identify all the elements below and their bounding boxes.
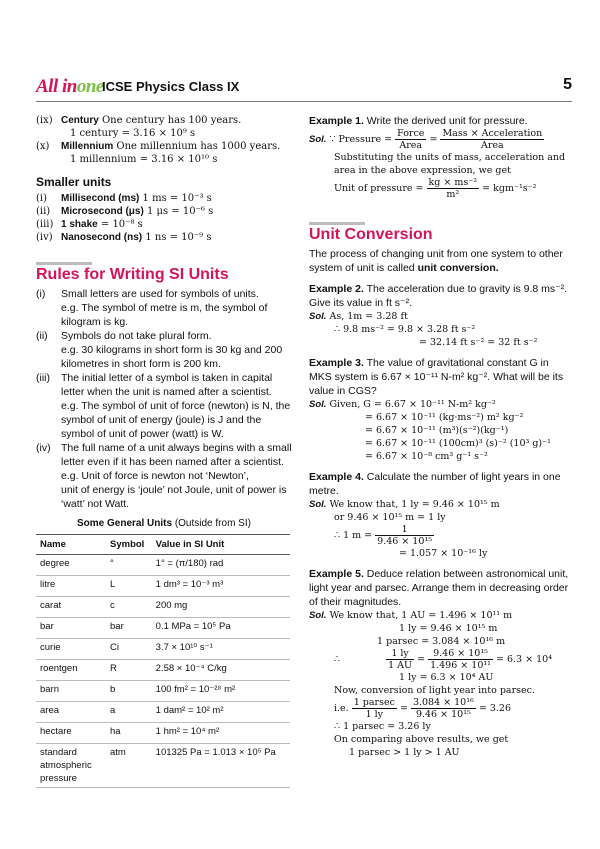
rule-example: unit of energy is ‘joule’ not Joule, unit of power is ‘watt’ not Watt. [61,484,287,510]
list-item: (x) Millennium One millennium has 1000 years. [36,141,281,152]
example-1: Example 1. Write the derived unit for pressure. [309,115,528,127]
rule-item: (ii) Symbols do not take plural form. [36,330,212,342]
table-row: carat c 200 mg [36,597,290,618]
example-5: Example 5. Deduce relation between astronomical unit, light year and parsec. Arrange them in decreasing order of their magnitudes. [309,568,569,608]
table-row: barn b 100 fm² = 10⁻²⁸ m² [36,681,290,702]
rule-item: (iii) The initial letter of a symbol is taken in capital letter when the unit is named after a scientist. [36,372,273,398]
solution-4: Sol. We know that, 1 ly = 9.46 × 10¹⁵ m or 9.46 × 10¹⁵ m = 1 ly ∴ 1 m = $\frac{1}{\text{9.46 × 10¹⁵}}$ = 1.057 × 10⁻¹⁶ ly [309,499,500,559]
table-row: area a 1 dam² = 10² m² [36,702,290,723]
general-units-table [36,534,290,788]
list-item: (ii) Microsecond (μs) 1 μs = 10⁻⁶ s [36,206,214,217]
solution-5: Sol. We know that, 1 AU = 1.496 × 10¹¹ m 1 ly = 9.46 × 10¹⁵ m 1 parsec = 3.084 × 10¹⁶ m ∴ $\frac{1 ly}{1 AU}$ = $\frac{\text{9.46 × 10¹⁵}}{\text{1.496 × 10¹¹}}$ = 6.3 × 10⁴ 1 ly = 6.3 × 10⁴ AU Now, conversion of light year into parsec. i.e. $\frac{\text{1 parsec}}{1 ly}$ = $\frac{\text{3.084 × 10¹⁶}}{\text{9.46 × 10¹⁵}}$ = 3.26 ∴ 1 parsec = 3.26 ly On comparing above results, we get 1 parsec > 1 ly > 1 AU [309,610,552,758]
rule-example: e.g. The symbol of metre is m, the symbol of kilogram is kg. [61,302,268,328]
page-header [36,76,572,98]
equation: 1 century = 3.16 × 10⁹ s [70,128,196,139]
rule-item: (i) Small letters are used for symbols of units. [36,288,259,300]
rule-example: e.g. 30 kilograms in short form is 30 kg and 200 kilometres in short form is 200 km. [61,344,283,370]
table-header-row: Name Symbol Value in SI Unit [36,535,290,555]
table-row: bar bar 0.1 MPa = 10⁵ Pa [36,618,290,639]
left-column [36,114,292,788]
rule-example: e.g. Unit of force is newton not ‘Newton’, [61,470,249,482]
list-item: (ix) Century One century has 100 years. [36,115,242,126]
table-row: litre L 1 dm³ = 10⁻³ m³ [36,576,290,597]
header-divider [36,101,572,102]
unit-conversion-heading: Unit Conversion [309,222,573,241]
list-item: (iv) Nanosecond (ns) 1 ns = 10⁻⁹ s [36,232,212,243]
table-row: hectare ha 1 hm² = 10⁴ m² [36,723,290,744]
table-caption: Some General Units (Outside from SI) [77,518,251,529]
list-item: (iii) 1 shake = 10⁻⁸ s [36,219,143,230]
right-column [309,114,573,759]
unit-conversion-text: The process of changing unit from one system to other system of unit is called unit conversion. [309,248,563,274]
page-number: 5 [563,76,572,93]
solution-2: Sol. As, 1m = 3.28 ft ∴ 9.8 ms⁻² = 9.8 × 3.28 ft s⁻² = 32.14 ft s⁻² = 32 ft s⁻² [309,311,538,348]
table-row: roentgen R 2.58 × 10⁻⁴ C/kg [36,660,290,681]
table-row: standard atmospheric pressure atm 101325 Pa = 1.013 × 10⁵ Pa [36,744,290,788]
rules-heading: Rules for Writing SI Units [36,262,292,281]
rule-item: (iv) The full name of a unit always begins with a small letter even if it has been named after a scientist. [36,442,292,468]
list-item: (i) Millisecond (ms) 1 ms = 10⁻³ s [36,193,212,204]
equation: 1 millennium = 3.16 × 10¹⁰ s [70,154,218,165]
smaller-units-heading: Smaller units [36,175,112,189]
example-3: Example 3. The value of gravitational constant G in MKS system is 6.67 × 10⁻¹¹ N-m² kg⁻². What will be its value in CGS? [309,357,564,397]
table-row: degree ° 1° = (π/180) rad [36,555,290,576]
book-title: ICSE Physics Class IX [102,79,240,94]
solution-1: Sol. ∵ Pressure = $\frac{\text{Force}}{\text{Area}}$ = $\frac{\text{Mass × Acceleration}}{\text{Area}}$ Substituting the units of mass, acceleration and area in the above expression, we get Unit of pressure = $\frac{\text{kg × ms⁻²}}{\text{m²}}$ = kgm⁻¹s⁻² [309,128,566,200]
table-row: curie Ci 3.7 × 10¹⁰ s⁻¹ [36,639,290,660]
solution-3: Sol. Given, G = 6.67 × 10⁻¹¹ N-m² kg⁻² = 6.67 × 10⁻¹¹ (kg·ms⁻²) m² kg⁻² = 6.67 × 10⁻¹¹ (m³)(s⁻²)(kg⁻¹) = 6.67 × 10⁻¹¹ (100cm)³ (s)⁻² (10³ g)⁻¹ = 6.67 × 10⁻⁸ cm³ g⁻¹ s⁻² [309,399,551,462]
example-4: Example 4. Calculate the number of light years in one metre. [309,471,561,497]
example-2: Example 2. The acceleration due to gravity is 9.8 ms⁻². Give its value in ft s⁻². [309,283,568,309]
rule-example: e.g. The symbol of unit of force (newton) is N, the symbol of unit of energy (joule) is J and the symbol of unit of power (watt) is W. [61,400,291,440]
brand-logo: All inone [36,76,104,97]
